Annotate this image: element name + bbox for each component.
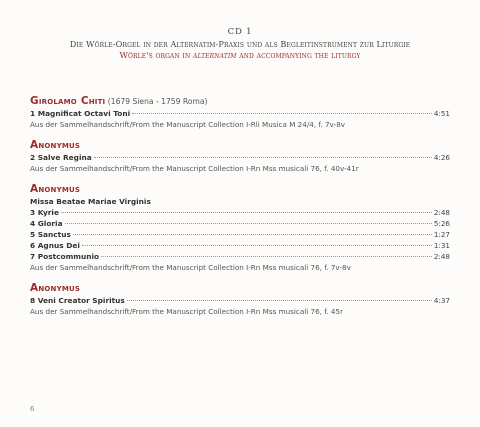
track-duration: 4:51 xyxy=(433,109,450,118)
track-title: 4 Gloria xyxy=(30,219,63,228)
track-duration: 5:26 xyxy=(433,219,450,228)
manuscript-source: Aus der Sammelhandschrift/From the Manuscript Collection I-Rn Mss musicali 76, f. 40v-41r xyxy=(30,164,359,173)
title-english-italic: alternatim xyxy=(193,50,237,60)
dot-leader xyxy=(101,256,432,257)
track-title: 5 Sanctus xyxy=(30,230,71,239)
composer-name: Anonymus xyxy=(30,282,81,294)
section-anonymus-missa xyxy=(30,183,450,273)
track-title: 7 Postcommunio xyxy=(30,252,100,261)
section-anonymus-salve xyxy=(30,139,450,174)
dot-leader xyxy=(94,157,432,158)
manuscript-source: Aus der Sammelhandschrift/From the Manuscript Collection I-Rn Mss musicali 76, f. 45r xyxy=(30,307,343,316)
track-row xyxy=(30,251,450,262)
composer-name xyxy=(30,95,450,108)
track-title: 8 Veni Creator Spiritus xyxy=(30,296,125,305)
track-listing xyxy=(30,95,450,326)
track-duration: 2:48 xyxy=(433,208,450,217)
work-title: Missa Beatae Mariae Virginis xyxy=(30,197,151,206)
page-number: 6 xyxy=(30,405,35,413)
section-chiti xyxy=(30,95,450,130)
dot-leader xyxy=(65,223,432,224)
composer-dates: (1679 Siena - 1759 Roma) xyxy=(105,97,208,106)
composer-name: Anonymus xyxy=(30,139,81,151)
composer-name: Anonymus xyxy=(30,183,81,195)
title-english-post: and accompanying the liturgy xyxy=(236,50,361,60)
dot-leader xyxy=(82,245,432,246)
booklet-header xyxy=(0,26,480,61)
track-title: 3 Kyrie xyxy=(30,208,59,217)
dot-leader xyxy=(73,234,432,235)
title-german: Die Wörle-Orgel in der Alternatim-Praxis und als Begleitinstrument zur Liturgie xyxy=(69,39,411,49)
dot-leader xyxy=(132,113,432,114)
manuscript-source: Aus der Sammelhandschrift/From the Manuscript Collection I-Rli Musica M 24/4, f. 7v-8v xyxy=(30,120,346,129)
track-title: 1 Magnificat Octavi Toni xyxy=(30,109,131,118)
section-anonymus-veni xyxy=(30,282,450,317)
composer-label: Girolamo Chiti xyxy=(30,95,106,107)
track-row xyxy=(30,207,450,218)
track-duration: 4:26 xyxy=(433,153,450,162)
track-row xyxy=(30,218,450,229)
cd-label: CD 1 xyxy=(227,27,253,37)
track-row xyxy=(30,108,450,119)
dot-leader xyxy=(61,212,432,213)
track-row xyxy=(30,152,450,163)
track-duration: 1:27 xyxy=(433,230,450,239)
dot-leader xyxy=(127,300,432,301)
track-duration: 1:31 xyxy=(433,241,450,250)
title-english xyxy=(0,50,480,61)
track-row xyxy=(30,295,450,306)
manuscript-source: Aus der Sammelhandschrift/From the Manuscript Collection I-Rn Mss musicali 76, f. 7v-8v xyxy=(30,263,351,272)
track-title: 6 Agnus Dei xyxy=(30,241,80,250)
track-duration: 2:48 xyxy=(433,252,450,261)
track-row xyxy=(30,240,450,251)
track-title: 2 Salve Regina xyxy=(30,153,92,162)
track-duration: 4:37 xyxy=(433,296,450,305)
track-row xyxy=(30,229,450,240)
title-english-pre: Wörle's organ in xyxy=(119,50,194,60)
